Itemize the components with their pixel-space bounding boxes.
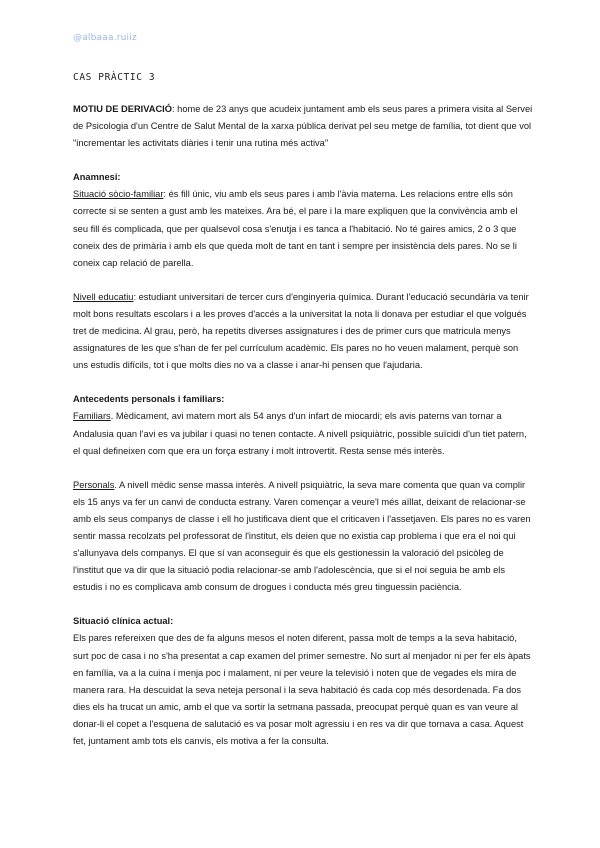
situacio-clinica-heading: Situació clínica actual: xyxy=(73,616,174,627)
personals-paragraph xyxy=(73,477,533,597)
personals-label: Personals xyxy=(73,479,115,490)
familiars-label: Familiars xyxy=(73,411,111,422)
motiu-label: MOTIU DE DERIVACIÓ xyxy=(73,104,172,114)
document-body xyxy=(73,101,533,750)
author-watermark: @albaaa.ruiiz xyxy=(73,33,137,43)
familiars-text: . Mèdicament, avi matern mort als 54 anys d'un infart de miocardi; els avis paterns van tornar a Andalusia quan l'avi es va jubilar i quasi no tenen contacte. A nivell psiquiàtric, possible suïcidi d'un tiet patern, el qual defineixen com que era un força estrany i molt introvertit. Resta sense més interès. xyxy=(73,411,527,456)
anamnesi-heading: Anamnesi: xyxy=(73,172,121,183)
motiu-text: : home de 23 anys que acudeix juntament amb els seus pares a primera visita al Servei de Psicologia d'un Centre de Salut Mental de la xarxa pública derivat pel seu metge de família, tot dient que vol "incrementar les activitats diàries i tenir una rutina més activa" xyxy=(73,104,533,149)
situacio-label: Situació sòcio-familiar xyxy=(73,189,164,200)
nivell-label: Nivell educatiu xyxy=(73,291,134,302)
document-title: CAS PRÀCTIC 3 xyxy=(73,72,156,83)
situacio-text: : és fill únic, viu amb els seus pares i amb l'àvia materna. Les relacions entre ells són correcte si se senten a gust amb les mateixes. Ara bé, el pare i la mare expliquen que la convivència amb el seu fill és complicada, que per qualsevol cosa s'enutja i es tanca a l'habitació. No té gaires amics, 2 o 3 que coneix des de primària i amb els que queda molt de tant en tant i sempre per insistència dels pares. No se li coneix cap relació de parella. xyxy=(73,189,518,268)
situacio-clinica-paragraph: Els pares refereixen que des de fa alguns mesos el noten diferent, passa molt de temps a la seva habitació, surt poc de casa i no s'ha presentat a cap examen del primer semestre. No surt al menjador ni per fer els àpats en família, va a la cuina i menja poc i malament, ni per veure la televisió i noten que de vegades els mira de manera rara. Ha descuidat la seva neteja personal i la seva habitació és cada cop més desordenada. Fa dos dies els ha trucat un amic, amb el que va sortir la setmana passada, preocupat perquè quan es van veure al donar-li el copet a l'esquena de salutació es va posar molt agressiu i en res va dir que tornava a casa. Aquest fet, juntament amb tots els canvis, els motiva a fer la consulta. xyxy=(73,633,531,746)
situacio-paragraph xyxy=(73,186,533,271)
familiars-paragraph xyxy=(73,408,533,459)
antecedents-heading: Antecedents personals i familiars: xyxy=(73,394,225,405)
motiu-paragraph xyxy=(73,101,533,152)
nivell-paragraph xyxy=(73,289,533,374)
personals-text: . A nivell mèdic sense massa interès. A nivell psiquiàtric, la seva mare comenta que quan va complir els 15 anys va fer un canvi de conducta estrany. Varen començar a veure'l més aïllat, deixant de relacionar-se amb els seus companys de classe i ell ho justificava dient que el criticaven i l'assetjaven. Els pares no es varen sentir massa recolzats pel professorat de l'institut, els deien que no existia cap problema i que era el noi qui s'allunyava dels companys. El que sí van aconseguir és que els gestionessin la valoració del psicòleg de l'institut que va dir que la situació podia relacionar-se amb l'adolescència, que si el noi seguia be amb els estudis i no es complicava amb consum de drogues i conducta més greu tinguessin paciència. xyxy=(73,479,531,593)
nivell-text: : estudiant universitari de tercer curs d'enginyeria química. Durant l'educació secundària va tenir molt bons resultats escolars i a les proves d'accés a la universitat la nota li donava per estudiar el que volgués tret de medicina. Al grau, però, ha repetits diverses assignatures i des de primer curs que matricula menys assignatures de les que s'han de fer pel currículum acadèmic. Els pares no ho veuen malament, perquè son uns estudis difícils, tot i que molts dies no va a classe i anar-hi pensen que l'ajudaria. xyxy=(73,291,529,371)
